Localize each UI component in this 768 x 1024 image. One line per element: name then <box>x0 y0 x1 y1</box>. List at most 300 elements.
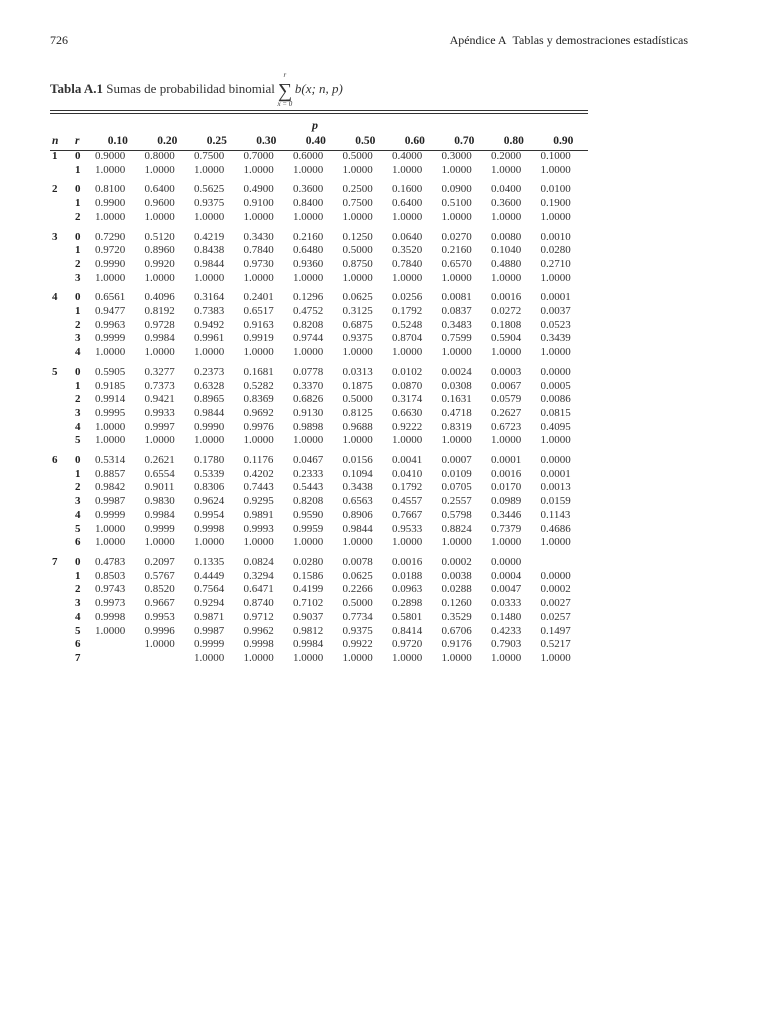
probability-cell: 0.9961 <box>194 332 225 345</box>
probability-cell: 0.7383 <box>194 305 225 318</box>
probability-cell: 0.4686 <box>540 522 571 535</box>
table-row <box>50 319 588 333</box>
probability-cell: 1.0000 <box>243 271 274 284</box>
probability-cell: 0.0041 <box>392 454 423 467</box>
probability-cell: 1.0000 <box>540 271 571 284</box>
probability-cell: 0.5905 <box>95 365 126 378</box>
table-row <box>50 407 588 421</box>
p-column-header: 0.20 <box>157 135 178 147</box>
probability-cell: 0.5314 <box>95 454 126 467</box>
probability-cell: 1.0000 <box>95 420 126 433</box>
probability-cell: 0.8740 <box>243 597 274 610</box>
probability-cell: 0.8100 <box>95 183 126 196</box>
chapter-label: Apéndice A <box>449 33 507 47</box>
n-cell <box>50 638 63 652</box>
n-cell <box>50 346 63 360</box>
probability-cell: 0.8192 <box>144 305 175 318</box>
probability-cell: 1.0000 <box>540 434 571 447</box>
probability-cell: 0.0270 <box>441 230 472 243</box>
probability-cell: 0.1631 <box>441 393 472 406</box>
table-row <box>50 393 588 407</box>
probability-cell: 0.1250 <box>342 230 373 243</box>
probability-cell: 0.5767 <box>144 569 175 582</box>
probability-cell: 1.0000 <box>194 651 225 664</box>
top-rule-double <box>50 113 588 114</box>
probability-cell: 0.0778 <box>293 365 324 378</box>
probability-cell: 0.9842 <box>95 481 126 494</box>
probability-cell: 0.9011 <box>144 481 175 494</box>
probability-cell: 0.3600 <box>491 197 522 210</box>
probability-cell: 0.7667 <box>392 508 423 521</box>
n-cell <box>50 625 63 639</box>
probability-cell: 0.0007 <box>441 454 472 467</box>
probability-cell: 0.4233 <box>491 624 522 637</box>
n-cell <box>50 481 63 495</box>
table-title: Sumas de probabilidad binomial <box>106 81 275 96</box>
n-cell: 4 <box>52 291 58 304</box>
r-cell: 1 <box>75 244 81 257</box>
probability-cell: 0.9999 <box>194 638 225 651</box>
probability-cell: 1.0000 <box>342 434 373 447</box>
probability-cell: 0.8125 <box>342 406 373 419</box>
probability-cell: 0.3164 <box>194 291 225 304</box>
probability-cell: 0.3277 <box>144 365 175 378</box>
probability-cell: 0.4718 <box>441 406 472 419</box>
probability-cell: 0.2373 <box>194 365 225 378</box>
probability-cell: 0.9600 <box>144 197 175 210</box>
probability-cell: 0.1260 <box>441 597 472 610</box>
probability-cell: 0.9963 <box>95 318 126 331</box>
r-cell: 3 <box>75 597 81 610</box>
probability-cell: 1.0000 <box>95 271 126 284</box>
probability-cell: 0.7734 <box>342 610 373 623</box>
table-row <box>50 197 588 211</box>
n-cell <box>50 197 63 211</box>
table-row <box>50 231 588 245</box>
probability-cell: 0.0837 <box>441 305 472 318</box>
n-cell: 2 <box>52 183 58 196</box>
probability-cell: 0.0016 <box>491 467 522 480</box>
probability-cell: 1.0000 <box>95 210 126 223</box>
probability-cell: 0.2266 <box>342 583 373 596</box>
probability-cell: 0.8965 <box>194 393 225 406</box>
probability-cell: 1.0000 <box>342 271 373 284</box>
probability-cell: 1.0000 <box>342 346 373 359</box>
section-title: Tablas y demostraciones estadísticas <box>512 33 688 47</box>
probability-cell: 0.8208 <box>293 318 324 331</box>
table-row <box>50 272 588 286</box>
table-row <box>50 536 588 550</box>
probability-cell: 0.9712 <box>243 610 274 623</box>
probability-cell: 1.0000 <box>95 522 126 535</box>
r-cell: 6 <box>75 536 81 549</box>
r-cell: 3 <box>75 406 81 419</box>
p-column-header: 0.60 <box>404 135 425 147</box>
sum-lower-limit: x = 0 <box>277 100 293 108</box>
probability-cell: 0.7102 <box>293 597 324 610</box>
probability-cell: 1.0000 <box>392 346 423 359</box>
probability-cell: 0.1040 <box>491 244 522 257</box>
r-cell: 2 <box>75 393 81 406</box>
probability-cell: 0.7500 <box>194 150 225 162</box>
probability-cell: 0.9185 <box>95 379 126 392</box>
probability-cell: 0.9692 <box>243 406 274 419</box>
probability-cell: 0.6554 <box>144 467 175 480</box>
probability-cell: 1.0000 <box>293 536 324 549</box>
p-column-header: 0.70 <box>454 135 475 147</box>
probability-cell: 0.3294 <box>243 569 274 582</box>
probability-cell: 0.0024 <box>441 365 472 378</box>
probability-cell: 0.5798 <box>441 508 472 521</box>
probability-cell: 0.2097 <box>144 555 175 568</box>
probability-cell: 0.1480 <box>491 610 522 623</box>
probability-cell: 0.2401 <box>243 291 274 304</box>
probability-cell: 1.0000 <box>144 163 175 176</box>
probability-cell: 0.6000 <box>293 150 324 162</box>
probability-cell: 1.0000 <box>392 210 423 223</box>
probability-cell: 0.0000 <box>491 555 522 568</box>
probability-cell: 1.0000 <box>491 210 522 223</box>
n-cell: 5 <box>52 365 58 378</box>
table-row <box>50 380 588 394</box>
probability-cell: 0.1875 <box>342 379 373 392</box>
probability-cell: 1.0000 <box>194 210 225 223</box>
table-row <box>50 583 588 597</box>
table-row <box>50 638 588 652</box>
n-cell <box>50 305 63 319</box>
probability-cell: 0.5120 <box>144 230 175 243</box>
probability-cell: 0.0001 <box>540 467 571 480</box>
probability-cell: 0.3483 <box>441 318 472 331</box>
probability-cell: 0.8824 <box>441 522 472 535</box>
probability-cell: 0.0002 <box>540 583 571 596</box>
probability-cell: 0.0000 <box>540 454 571 467</box>
probability-cell: 0.9990 <box>95 257 126 270</box>
header-row <box>50 133 588 150</box>
probability-cell: 0.9163 <box>243 318 274 331</box>
probability-cell: 0.0013 <box>540 481 571 494</box>
probability-cell: 0.9421 <box>144 393 175 406</box>
probability-cell: 0.5000 <box>342 150 373 162</box>
probability-cell: 0.1780 <box>194 454 225 467</box>
probability-cell: 0.0001 <box>540 291 571 304</box>
probability-cell: 0.9898 <box>293 420 324 433</box>
n-cell <box>50 258 63 272</box>
probability-cell: 1.0000 <box>194 346 225 359</box>
probability-cell: 1.0000 <box>144 434 175 447</box>
n-cell <box>50 319 63 333</box>
probability-cell: 0.6706 <box>441 624 472 637</box>
probability-cell: 0.3446 <box>491 508 522 521</box>
probability-cell: 0.2621 <box>144 454 175 467</box>
probability-cell: 0.7903 <box>491 638 522 651</box>
probability-cell: 0.9688 <box>342 420 373 433</box>
probability-cell: 0.0625 <box>342 291 373 304</box>
probability-cell: 0.9375 <box>194 197 225 210</box>
probability-cell: 0.0004 <box>491 569 522 582</box>
r-cell: 5 <box>75 624 81 637</box>
table-row <box>50 523 588 537</box>
table-row <box>50 164 588 178</box>
probability-cell: 0.9922 <box>342 638 373 651</box>
probability-cell: 1.0000 <box>293 651 324 664</box>
probability-cell: 1.0000 <box>491 536 522 549</box>
probability-cell: 0.9037 <box>293 610 324 623</box>
probability-cell: 0.7840 <box>392 257 423 270</box>
probability-cell: 0.2627 <box>491 406 522 419</box>
probability-cell: 0.0824 <box>243 555 274 568</box>
probability-cell: 1.0000 <box>144 210 175 223</box>
probability-cell: 0.9294 <box>194 597 225 610</box>
table-row <box>50 509 588 523</box>
probability-cell: 1.0000 <box>194 271 225 284</box>
probability-cell: 0.0080 <box>491 230 522 243</box>
table-row <box>50 150 588 164</box>
probability-cell: 0.0078 <box>342 555 373 568</box>
probability-cell: 0.7000 <box>243 150 274 162</box>
probability-cell: 0.9728 <box>144 318 175 331</box>
probability-cell: 0.9993 <box>243 522 274 535</box>
probability-cell: 0.5100 <box>441 197 472 210</box>
probability-cell: 0.0067 <box>491 379 522 392</box>
probability-cell: 1.0000 <box>144 271 175 284</box>
probability-cell: 0.9375 <box>342 332 373 345</box>
r-cell: 1 <box>75 569 81 582</box>
r-cell: 0 <box>75 183 81 196</box>
table-row <box>50 332 588 346</box>
page-number: 726 <box>50 33 68 47</box>
probability-cell: 0.1792 <box>392 481 423 494</box>
probability-cell: 1.0000 <box>491 271 522 284</box>
probability-cell: 0.9998 <box>243 638 274 651</box>
probability-cell: 1.0000 <box>95 624 126 637</box>
probability-cell: 0.1296 <box>293 291 324 304</box>
probability-cell: 0.4900 <box>243 183 274 196</box>
n-cell <box>50 407 63 421</box>
probability-cell: 0.9962 <box>243 624 274 637</box>
probability-cell: 1.0000 <box>540 651 571 664</box>
probability-cell: 0.0815 <box>540 406 571 419</box>
r-cell: 3 <box>75 495 81 508</box>
probability-cell: 0.0002 <box>441 555 472 568</box>
r-cell: 6 <box>75 638 81 651</box>
probability-cell: 0.5904 <box>491 332 522 345</box>
table-row <box>50 291 588 305</box>
probability-cell: 1.0000 <box>392 163 423 176</box>
probability-cell: 1.0000 <box>293 163 324 176</box>
probability-cell: 0.0640 <box>392 230 423 243</box>
n-cell: 6 <box>52 454 58 467</box>
n-cell <box>50 380 63 394</box>
p-column-header: 0.90 <box>553 135 574 147</box>
table-row <box>50 366 588 380</box>
probability-cell: 1.0000 <box>95 536 126 549</box>
probability-cell: 0.9953 <box>144 610 175 623</box>
probability-cell: 0.9933 <box>144 406 175 419</box>
probability-cell: 0.6826 <box>293 393 324 406</box>
r-cell: 2 <box>75 481 81 494</box>
probability-cell: 0.8000 <box>144 150 175 162</box>
probability-cell: 0.0156 <box>342 454 373 467</box>
probability-cell: 1.0000 <box>392 434 423 447</box>
p-column-header: 0.50 <box>355 135 376 147</box>
table-row <box>50 434 588 448</box>
probability-cell: 0.9176 <box>441 638 472 651</box>
binomial-table <box>50 133 588 666</box>
probability-cell: 1.0000 <box>95 346 126 359</box>
table-row <box>50 495 588 509</box>
probability-cell: 1.0000 <box>441 163 472 176</box>
probability-cell: 0.3600 <box>293 183 324 196</box>
probability-cell: 1.0000 <box>491 434 522 447</box>
probability-cell: 0.0159 <box>540 495 571 508</box>
probability-cell: 0.0081 <box>441 291 472 304</box>
r-cell: 4 <box>75 346 81 359</box>
probability-cell: 0.6563 <box>342 495 373 508</box>
probability-cell: 0.2500 <box>342 183 373 196</box>
probability-cell: 0.5217 <box>540 638 571 651</box>
probability-cell: 0.9900 <box>95 197 126 210</box>
probability-cell: 0.0170 <box>491 481 522 494</box>
r-cell: 5 <box>75 434 81 447</box>
probability-cell: 0.0257 <box>540 610 571 623</box>
r-cell: 5 <box>75 522 81 535</box>
probability-cell: 1.0000 <box>540 346 571 359</box>
n-cell <box>50 570 63 584</box>
probability-cell: 1.0000 <box>441 434 472 447</box>
probability-cell: 1.0000 <box>95 434 126 447</box>
n-cell: 1 <box>52 150 58 162</box>
r-cell: 1 <box>75 467 81 480</box>
probability-cell: 0.0900 <box>441 183 472 196</box>
table-label: Tabla A.1 <box>50 81 103 96</box>
probability-cell: 0.4783 <box>95 555 126 568</box>
probability-cell: 0.4000 <box>392 150 423 162</box>
probability-cell: 1.0000 <box>194 536 225 549</box>
probability-cell: 0.9984 <box>144 332 175 345</box>
probability-cell: 0.6471 <box>243 583 274 596</box>
probability-cell: 0.8857 <box>95 467 126 480</box>
table-row <box>50 556 588 570</box>
probability-cell <box>93 638 143 652</box>
r-cell: 0 <box>75 150 81 162</box>
probability-cell: 0.9999 <box>95 508 126 521</box>
probability-cell: 0.0272 <box>491 305 522 318</box>
n-cell <box>50 611 63 625</box>
probability-cell: 1.0000 <box>441 271 472 284</box>
probability-cell: 0.9990 <box>194 420 225 433</box>
probability-cell: 0.8414 <box>392 624 423 637</box>
probability-cell: 0.1600 <box>392 183 423 196</box>
table-row <box>50 421 588 435</box>
n-column-header: n <box>52 135 59 147</box>
probability-cell: 0.9984 <box>144 508 175 521</box>
probability-cell: 0.5000 <box>342 597 373 610</box>
probability-cell: 0.9730 <box>243 257 274 270</box>
probability-cell: 1.0000 <box>540 536 571 549</box>
probability-cell <box>93 652 143 666</box>
probability-cell: 0.5801 <box>392 610 423 623</box>
p-column-header: 0.40 <box>305 135 326 147</box>
probability-cell: 0.9744 <box>293 332 324 345</box>
table-row <box>50 570 588 584</box>
probability-cell: 0.9999 <box>144 522 175 535</box>
probability-cell: 0.6723 <box>491 420 522 433</box>
probability-cell: 0.8369 <box>243 393 274 406</box>
probability-cell: 0.9844 <box>194 257 225 270</box>
page-header <box>50 33 688 49</box>
top-rule <box>50 110 588 111</box>
probability-cell: 0.0047 <box>491 583 522 596</box>
table-row <box>50 244 588 258</box>
probability-cell: 0.5000 <box>342 244 373 257</box>
probability-cell: 0.1586 <box>293 569 324 582</box>
probability-cell: 0.9987 <box>194 624 225 637</box>
probability-cell: 0.7500 <box>342 197 373 210</box>
table-row <box>50 454 588 468</box>
probability-cell: 0.9375 <box>342 624 373 637</box>
probability-cell: 0.3430 <box>243 230 274 243</box>
probability-cell: 0.6561 <box>95 291 126 304</box>
probability-cell: 0.9222 <box>392 420 423 433</box>
probability-cell: 1.0000 <box>144 536 175 549</box>
probability-cell: 0.4557 <box>392 495 423 508</box>
probability-cell: 0.9590 <box>293 508 324 521</box>
probability-cell: 0.0280 <box>293 555 324 568</box>
probability-cell: 0.0989 <box>491 495 522 508</box>
table-row <box>50 468 588 482</box>
probability-cell: 0.9996 <box>144 624 175 637</box>
probability-cell: 0.9987 <box>95 495 126 508</box>
probability-cell: 0.0400 <box>491 183 522 196</box>
probability-cell: 1.0000 <box>243 163 274 176</box>
probability-cell: 0.9295 <box>243 495 274 508</box>
probability-cell: 1.0000 <box>243 346 274 359</box>
probability-cell: 1.0000 <box>342 210 373 223</box>
probability-cell: 0.0003 <box>491 365 522 378</box>
probability-cell: 0.0188 <box>392 569 423 582</box>
probability-cell: 0.6480 <box>293 244 324 257</box>
probability-cell: 0.9812 <box>293 624 324 637</box>
probability-cell: 0.1681 <box>243 365 274 378</box>
n-cell <box>50 211 63 225</box>
probability-cell: 0.5625 <box>194 183 225 196</box>
r-cell: 0 <box>75 555 81 568</box>
probability-cell: 0.9844 <box>342 522 373 535</box>
table-caption <box>50 71 343 108</box>
r-cell: 0 <box>75 365 81 378</box>
probability-cell: 1.0000 <box>540 163 571 176</box>
probability-cell: 0.0038 <box>441 569 472 582</box>
n-cell <box>50 421 63 435</box>
probability-cell: 0.9667 <box>144 597 175 610</box>
probability-cell: 0.9477 <box>95 305 126 318</box>
probability-cell: 0.0256 <box>392 291 423 304</box>
probability-cell: 0.1792 <box>392 305 423 318</box>
probability-cell: 1.0000 <box>441 346 472 359</box>
probability-cell: 0.0963 <box>392 583 423 596</box>
probability-cell: 1.0000 <box>342 536 373 549</box>
probability-cell: 0.6630 <box>392 406 423 419</box>
probability-cell: 0.0016 <box>491 291 522 304</box>
probability-cell: 0.6875 <box>342 318 373 331</box>
probability-cell: 0.3529 <box>441 610 472 623</box>
sum-upper-limit: r <box>283 71 287 79</box>
probability-cell: 1.0000 <box>243 536 274 549</box>
probability-cell: 0.4449 <box>194 569 225 582</box>
probability-cell: 0.1000 <box>540 150 571 162</box>
r-cell: 0 <box>75 230 81 243</box>
